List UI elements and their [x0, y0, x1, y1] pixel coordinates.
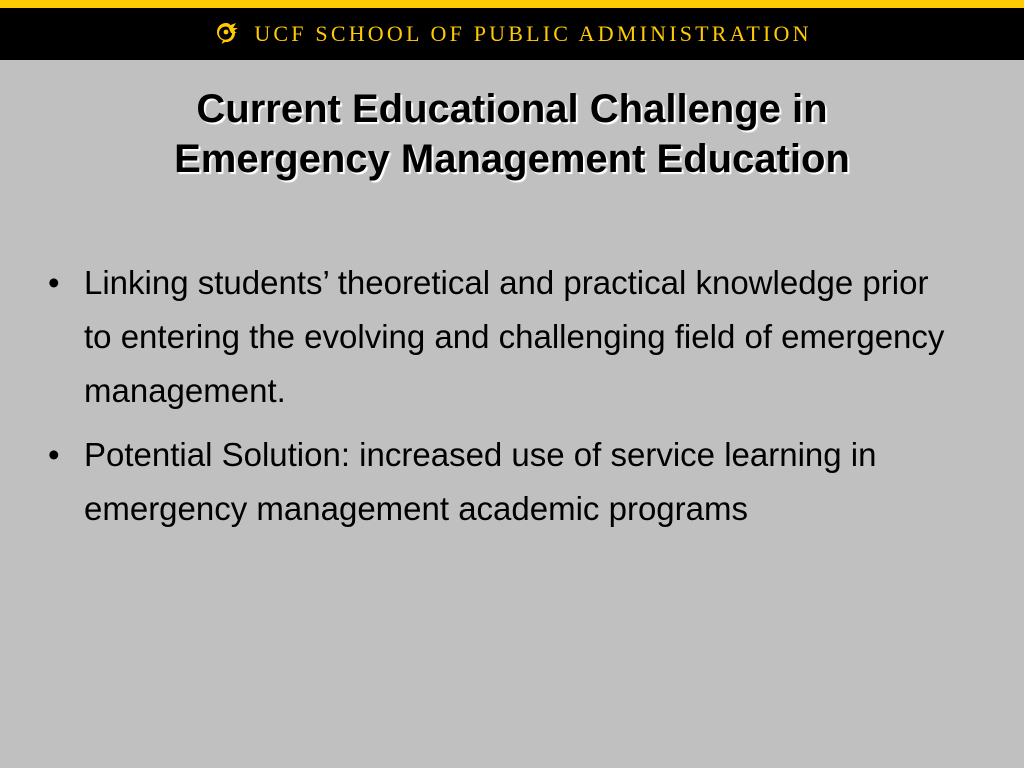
bullet-item	[44, 428, 964, 536]
bullet-text: Potential Solution: increased use of service learning in emergency management academic programs	[84, 436, 877, 527]
header-bar	[0, 8, 1024, 60]
slide-title-line-2: Emergency Management Education	[174, 137, 850, 181]
bullet-icon: •	[48, 264, 60, 301]
bullet-text: Linking students’ theoretical and practical knowledge prior to entering the evolving and challenging field of emergency management.	[84, 264, 945, 409]
slide-title	[0, 84, 1024, 184]
bullet-icon: •	[48, 436, 60, 473]
bullet-item	[44, 256, 964, 418]
bullet-list	[44, 256, 964, 546]
top-accent-strip	[0, 0, 1024, 8]
pegasus-icon	[212, 20, 240, 48]
slide-title-line-1: Current Educational Challenge in	[196, 87, 828, 131]
header-title: UCF SCHOOL OF PUBLIC ADMINISTRATION	[254, 21, 812, 46]
